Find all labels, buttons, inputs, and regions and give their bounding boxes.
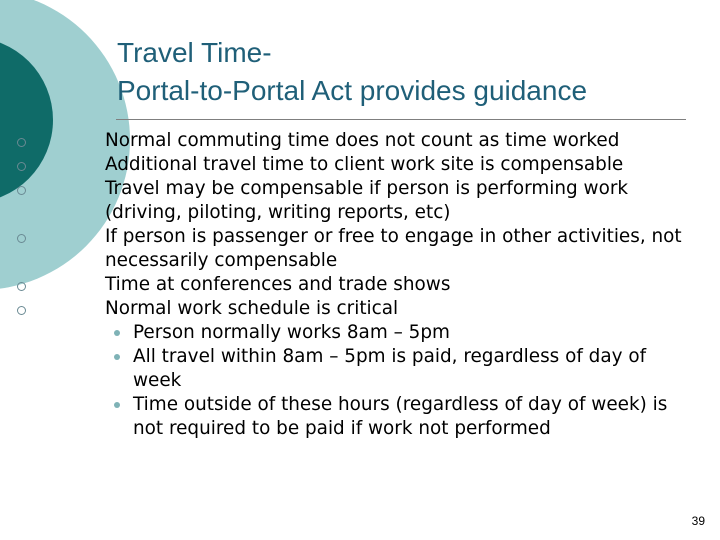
title-line-1: Travel Time- — [117, 37, 272, 68]
sub-bullet-item — [105, 345, 700, 393]
bullet-text: Time at conferences and trade shows — [105, 274, 451, 295]
bullet-text: Normal work schedule is critical — [105, 298, 399, 319]
bullet-list — [0, 129, 720, 441]
page-number: 39 — [691, 514, 705, 528]
title-divider — [116, 119, 686, 120]
bullet-text: If person is passenger or free to engage in other activities, not necessarily compensable — [105, 226, 682, 271]
bullet-text: Travel may be compensable if person is performing work (driving, piloting, writing reports, etc) — [105, 178, 629, 223]
bullet-item — [0, 225, 720, 273]
bullet-item — [0, 297, 720, 441]
hollow-circle-bullet-icon — [17, 138, 26, 147]
hollow-circle-bullet-icon — [17, 186, 26, 195]
hollow-circle-bullet-icon — [17, 306, 26, 315]
sub-bullet-item — [105, 321, 700, 345]
sub-bullet-text: Person normally works 8am – 5pm — [133, 322, 450, 343]
bullet-item — [0, 129, 720, 153]
bullet-text: Additional travel time to client work site is compensable — [105, 154, 624, 175]
filled-dot-bullet-icon — [114, 354, 120, 360]
filled-dot-bullet-icon — [114, 402, 120, 408]
bullet-item — [0, 153, 720, 177]
hollow-circle-bullet-icon — [17, 162, 26, 171]
sub-bullet-text: Time outside of these hours (regardless of day of week) is not required to be paid if work not performed — [133, 394, 668, 439]
sub-bullet-text: All travel within 8am – 5pm is paid, regardless of day of week — [133, 346, 647, 391]
slide-title — [117, 34, 697, 110]
bullet-text: Normal commuting time does not count as time worked — [105, 130, 620, 151]
hollow-circle-bullet-icon — [17, 234, 26, 243]
sub-bullet-item — [105, 393, 700, 441]
filled-dot-bullet-icon — [114, 330, 120, 336]
sub-bullet-list — [105, 321, 700, 441]
bullet-item — [0, 177, 720, 225]
title-line-2: Portal-to-Portal Act provides guidance — [117, 75, 588, 106]
bullet-item — [0, 273, 720, 297]
hollow-circle-bullet-icon — [17, 282, 26, 291]
